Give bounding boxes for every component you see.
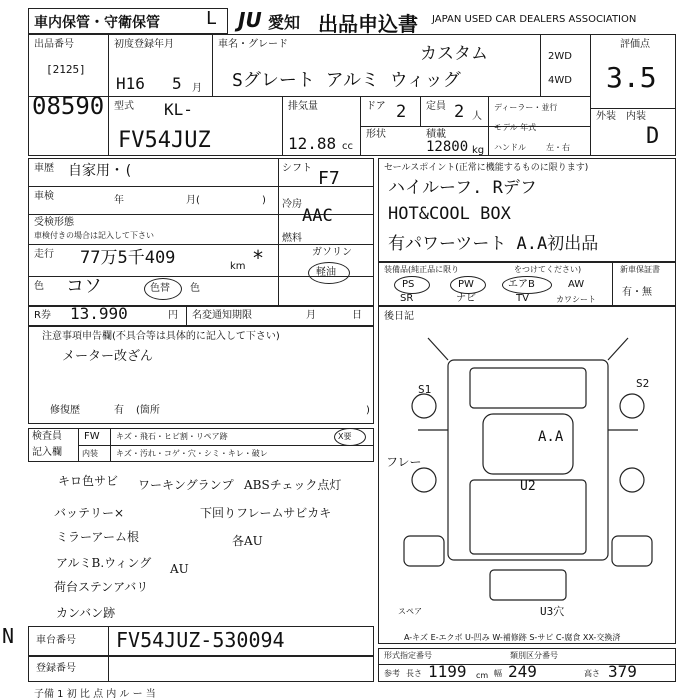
class-number-label: 類別区分番号 — [510, 651, 558, 660]
registration-month: 5 — [172, 74, 182, 93]
width-label: 幅 — [494, 669, 502, 678]
note-1: キロ色サビ — [58, 474, 119, 488]
equip-navi: ナビ — [456, 293, 476, 304]
equip-airbag-circle — [502, 276, 552, 294]
diagram-note-s1: S1 — [418, 383, 432, 396]
diagram-note-u2: U2 — [520, 479, 536, 494]
repair-value: 有 — [114, 405, 124, 416]
history-value: 自家用・( — [68, 163, 133, 179]
english-title: JAPAN USED CAR DEALERS ASSOCIATION — [432, 14, 637, 25]
interior-value: D — [646, 124, 660, 149]
recycle-label: R券 — [34, 310, 51, 321]
payload-value: 12800 — [426, 139, 469, 155]
length-unit: cm — [476, 671, 489, 680]
model-value: Sグレート アルミ ウィッグ — [232, 70, 461, 91]
handle-value: 左・右 — [546, 143, 570, 152]
registration-label: 初度登録年月 — [114, 39, 174, 50]
note-6: ミラーアーム根 — [56, 530, 140, 544]
aircon-label: 冷房 — [282, 199, 302, 210]
diagram-note-s2: S2 — [636, 377, 650, 390]
lot-number: 08590 — [32, 92, 105, 120]
width-value: 249 — [508, 662, 537, 681]
inspection-month: 月( — [186, 195, 200, 206]
equip-sr: SR — [400, 293, 414, 304]
lot-sub: [2125] — [46, 63, 86, 76]
inspector-row-1-end: X要 — [338, 432, 352, 441]
inspector-row-1: キズ・飛石・ヒビ割・リペア跡 — [116, 432, 228, 441]
shift-value: F7 — [318, 168, 340, 189]
equip-tv: TV — [516, 293, 529, 304]
bottom-row: 子備 1 初 比 点 内 ル ー 当 — [34, 689, 156, 700]
ref-label: 参考 — [384, 669, 400, 678]
body-shape-label: 形状 — [366, 129, 386, 140]
capacity-unit: 人 — [472, 111, 482, 122]
height-value: 379 — [608, 662, 637, 681]
new-warranty-label: 新車保証書 — [620, 265, 660, 274]
mileage-value: 77万5千409 — [80, 248, 176, 268]
note-10: 荷台ステンアバリ — [54, 580, 149, 594]
color-label: 色 — [34, 281, 44, 292]
reg-box — [28, 656, 374, 682]
diagram-note-aa: A.A — [538, 429, 564, 445]
storage-label: 車内保管・守衛保管 — [34, 15, 160, 31]
note-9: AU — [170, 562, 189, 576]
org-name: 愛知 — [268, 13, 301, 32]
aircon-value: AAC — [302, 206, 333, 226]
inspection-end: ) — [262, 195, 266, 206]
selling-line-2: HOT&COOL BOX — [388, 204, 511, 224]
note-3: ABSチェック点灯 — [244, 478, 342, 492]
equipment-label-2: をつけてください) — [514, 265, 582, 274]
truck-diagram — [378, 330, 676, 620]
color-code-label: 色 — [190, 283, 200, 294]
doc-title: 出品申込書 — [318, 12, 418, 36]
receipt-sub: 車検付きの場合は記入して下さい — [34, 231, 154, 240]
diagram-note-spare: スペア — [398, 607, 422, 616]
color-change-label: 色替 — [150, 283, 170, 294]
type-prefix: KL- — [164, 100, 193, 119]
color-value: コソ — [66, 276, 102, 297]
recycle-unit: 円 — [168, 310, 178, 321]
inspector-label: 検査員 — [32, 431, 62, 442]
fuel-gas: ガソリン — [312, 247, 352, 258]
name-notice-day: 日 — [352, 310, 362, 321]
equip-ps: PS — [402, 279, 415, 290]
payload-unit: kg — [472, 145, 485, 156]
rating-label: 評価点 — [620, 39, 650, 50]
equipment-label: 装備品(純正品に限り — [384, 265, 460, 274]
repair-end: (箇所 — [136, 405, 160, 416]
reg-label: 登録番号 — [36, 663, 76, 674]
type-label: 型式 — [114, 101, 134, 112]
note-8: アルミB.ウィング — [56, 556, 152, 570]
selling-line-3: 有パワーツート A.A初出品 — [388, 234, 599, 254]
equip-ps-circle — [394, 276, 430, 294]
name-notice-label: 名変通知期限 — [192, 310, 252, 321]
height-label: 高さ — [584, 669, 600, 678]
logo: JU — [238, 8, 262, 32]
repair-label: 修復歴 — [50, 405, 80, 416]
note-7: 各AU — [232, 534, 263, 548]
diagram-legend: A-キズ E-エクボ U-凹み W-補修跡 S-サビ C-腐食 XX-交換済 — [404, 633, 621, 642]
mileage-mark: * — [252, 246, 265, 270]
diagram-note-frame: フレー — [386, 455, 422, 469]
selling-line-1: ハイルーフ. Rデフ — [388, 178, 537, 198]
handle-label: ハンドル — [494, 143, 526, 152]
note-2: ワーキングランプ — [138, 478, 234, 492]
note-11: カンバン跡 — [56, 606, 116, 620]
name-notice-month: 月 — [306, 310, 316, 321]
inspector-x-circle — [334, 428, 366, 446]
inspector-naiso: 内装 — [82, 449, 98, 458]
shift-label: シフト — [282, 163, 312, 174]
form-number-label: 形式指定番号 — [384, 651, 432, 660]
diagram-label: 後日記 — [384, 311, 414, 322]
equip-pw-circle — [450, 276, 486, 294]
note-5: 下回りフレームサビカキ — [200, 506, 332, 520]
chassis-mark: N — [2, 624, 15, 648]
receipt-label: 受検形態 — [34, 217, 74, 228]
drive-2wd: 2WD — [548, 51, 572, 62]
type-code: FV54JUZ — [118, 128, 211, 153]
inspector-row-2: キズ・汚れ・コゲ・穴・シミ・キレ・破レ — [116, 449, 268, 458]
new-warranty-value: 有・無 — [622, 287, 652, 298]
fuel-diesel: 軽油 — [316, 267, 336, 278]
interior-label: 内装 — [626, 111, 646, 122]
fuel-diesel-circle — [308, 262, 350, 284]
remarks-value: メーター改ざん — [62, 349, 154, 364]
registration-month-unit: 月 — [192, 83, 202, 94]
color-change-circle — [144, 278, 182, 300]
equip-seat: カワシート — [556, 295, 596, 304]
displacement-unit: cc — [342, 141, 353, 152]
repair-close: ) — [366, 405, 370, 416]
chassis-label: 車台番号 — [36, 635, 76, 646]
storage-mark: L — [206, 8, 217, 29]
exterior-label: 外装 — [596, 111, 616, 122]
mileage-unit: km — [230, 261, 246, 272]
inspector-label-2: 記入欄 — [32, 447, 62, 458]
equip-pw: PW — [458, 279, 474, 290]
length-label: 長さ — [406, 669, 422, 678]
doors-value: 2 — [396, 102, 407, 122]
displacement-label: 排気量 — [288, 101, 318, 112]
drive-4wd: 4WD — [548, 75, 572, 86]
recycle-value: 13.990 — [70, 304, 128, 323]
registration-year: H16 — [116, 74, 145, 93]
capacity-value: 2 — [454, 102, 465, 122]
inspector-fw: FW — [84, 431, 100, 442]
history-label: 車歴 — [34, 163, 54, 174]
model-top: カスタム — [420, 44, 488, 64]
inspection-year: 年 — [114, 195, 124, 206]
length-value: 1199 — [428, 662, 467, 681]
dealer-label: ディーラー・並行 — [494, 103, 558, 112]
doors-label: ドア — [366, 101, 386, 112]
diagram-note-u3: U3穴 — [540, 605, 565, 618]
rating-value: 3.5 — [606, 61, 657, 94]
model-year-label: モデル 年式 — [494, 123, 537, 132]
lot-label: 出品番号 — [34, 39, 74, 50]
mileage-label: 走行 — [34, 249, 54, 260]
equip-airbag: エアB — [508, 279, 535, 290]
inspection-label: 車検 — [34, 191, 54, 202]
capacity-label: 定員 — [426, 101, 446, 112]
equip-aw: AW — [568, 279, 585, 290]
selling-points-label: セールスポイント(正常に機能するものに限ります) — [384, 163, 589, 173]
note-4: バッテリー× — [54, 506, 125, 520]
payload-label: 積載 — [426, 129, 446, 140]
remarks-label: 注意事項申告欄(不具合等は具体的に記入して下さい) — [42, 331, 280, 342]
displacement-value: 12.88 — [288, 134, 337, 153]
chassis-value: FV54JUZ-530094 — [116, 628, 285, 652]
model-label: 車名・グレード — [218, 39, 288, 50]
fuel-label: 燃料 — [282, 233, 302, 244]
